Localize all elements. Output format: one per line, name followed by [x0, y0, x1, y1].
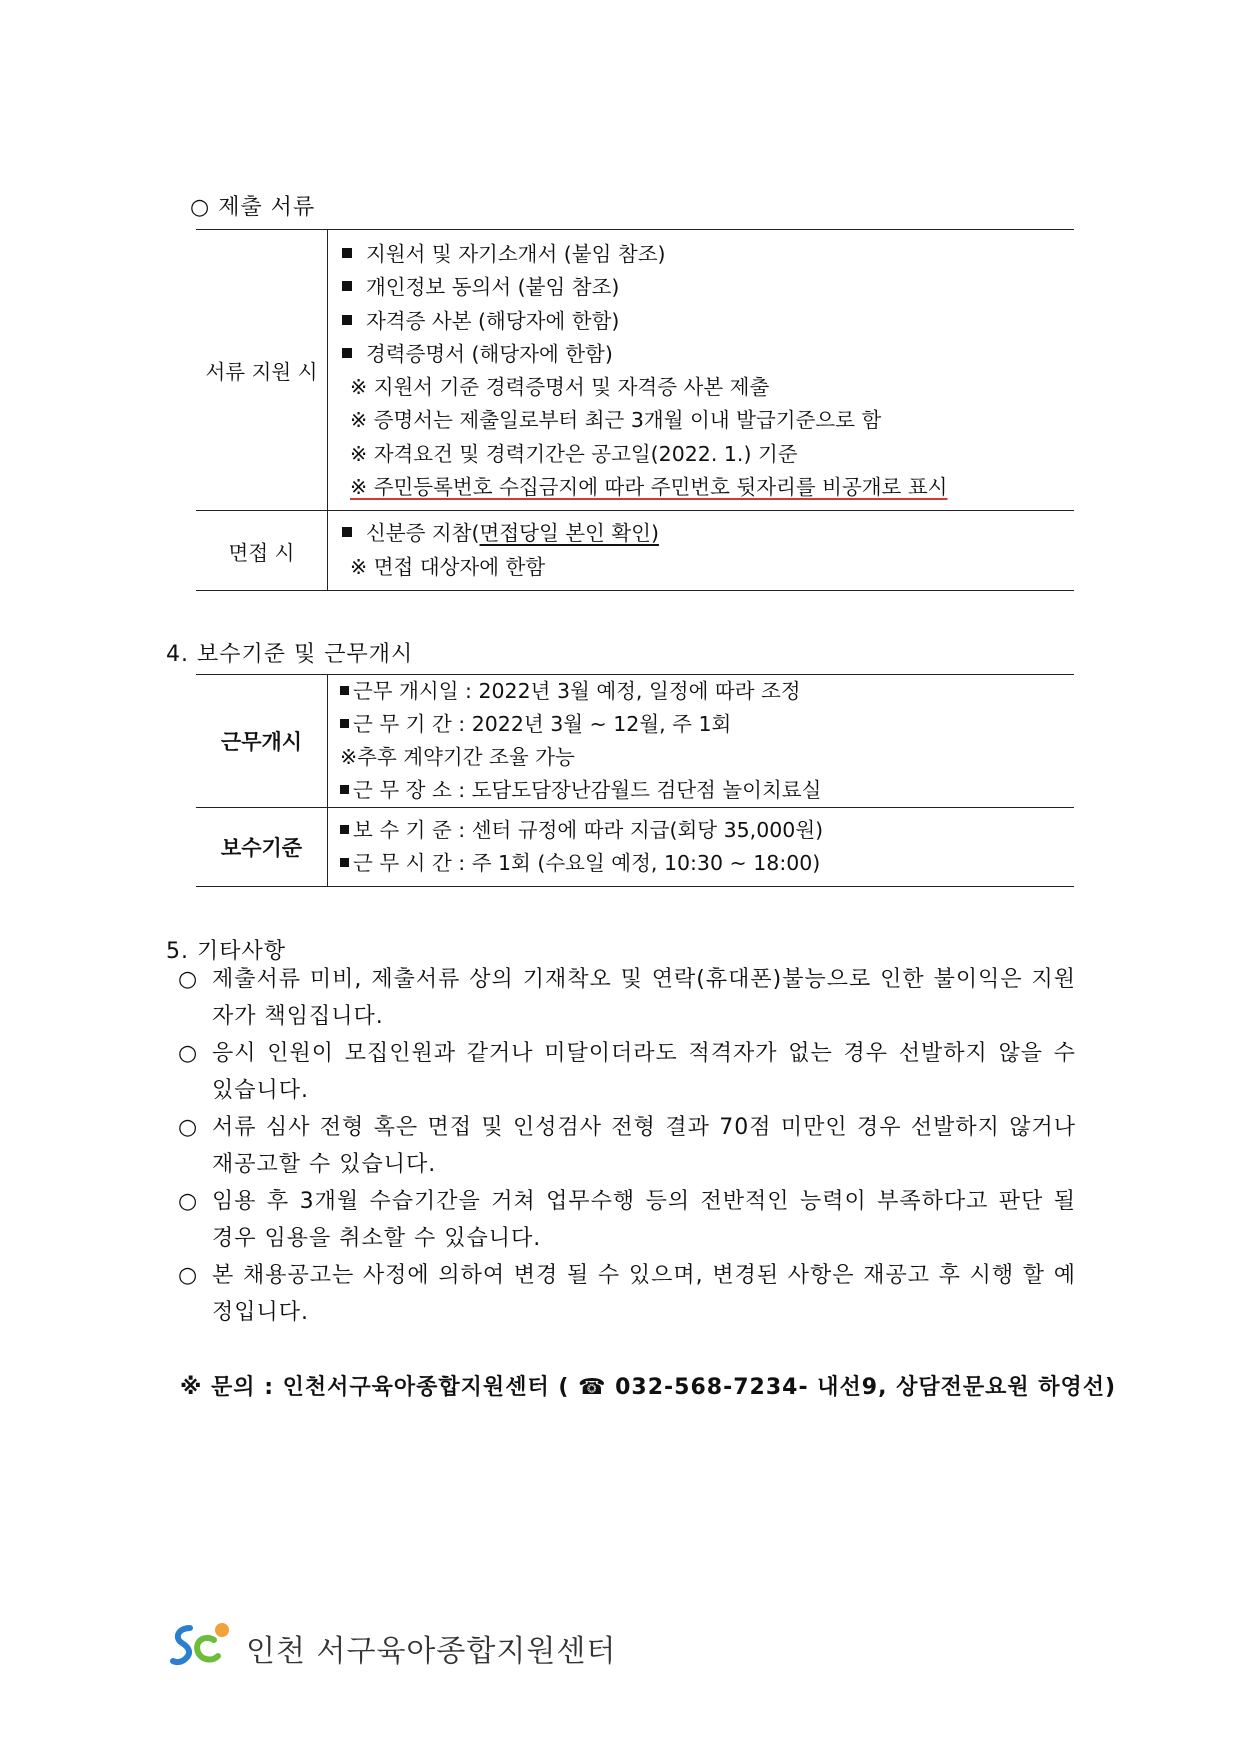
note-line: ※ 지원서 기준 경력증명서 및 자격증 사본 제출	[350, 375, 770, 400]
square-bullet-icon	[342, 248, 352, 258]
table-row	[196, 808, 1074, 887]
circle-bullet-icon: ○	[178, 1189, 199, 1214]
list-item: 자격증 사본 (해당자에 한함)	[342, 305, 1074, 338]
list-item: 신분증 지참(면접당일 본인 확인)	[342, 517, 1074, 550]
square-bullet-icon	[342, 281, 352, 291]
table-row	[196, 675, 1074, 808]
org-name: 인천 서구육아종합지원센터	[246, 1634, 617, 1669]
list-item: 근무 개시일 : 2022년 3월 예정, 일정에 따라 조정	[340, 675, 1074, 708]
list-item: ○ 제출서류 미비, 제출서류 상의 기재착오 및 연락(휴대폰)불능으로 인한 불이익은 지원자가 책임집니다.	[178, 961, 1076, 1035]
square-bullet-icon	[340, 858, 349, 867]
list-item: ○ 응시 인원이 모집인원과 같거나 미달이더라도 적격자가 없는 경우 선발하지 않을 수 있습니다.	[178, 1035, 1076, 1109]
square-bullet-icon	[342, 315, 352, 325]
row-content	[328, 808, 1075, 887]
list-item: 근 무 시 간 : 주 1회 (수요일 예정, 10:30 ~ 18:00)	[340, 847, 1074, 880]
table-row	[196, 511, 1074, 591]
list-item: 개인정보 동의서 (붙임 참조)	[342, 271, 1074, 304]
square-bullet-icon	[340, 785, 349, 794]
note-line: ※ 자격요건 및 경력기간은 공고일(2022. 1.) 기준	[350, 441, 798, 466]
circle-bullet-icon: ○	[178, 1041, 199, 1066]
row-content	[328, 230, 1075, 511]
row-label: 면접 시	[196, 511, 328, 591]
list-item: 근 무 기 간 : 2022년 3월 ~ 12월, 주 1회	[340, 708, 1074, 741]
note-line: ※ 증명서는 제출일로부터 최근 3개월 이내 발급기준으로 함	[350, 408, 882, 433]
square-bullet-icon	[342, 527, 352, 537]
square-bullet-icon	[340, 825, 349, 834]
list-item: 근 무 장 소 : 도담도담장난감월드 검단점 놀이치료실	[340, 774, 1074, 807]
list-item: ○ 서류 심사 전형 혹은 면접 및 인성검사 전형 결과 70점 미만인 경우 선발하지 않거나 재공고할 수 있습니다.	[178, 1109, 1076, 1183]
note-line-privacy: ※ 주민등록번호 수집금지에 따라 주민번호 뒷자리를 비공개로 표시	[350, 475, 948, 500]
submit-docs-table	[196, 229, 1074, 591]
list-item: ○ 본 채용공고는 사정에 의하여 변경 될 수 있으며, 변경된 사항은 재공고 후 시행 할 예정입니다.	[178, 1257, 1076, 1331]
list-item: ○ 임용 후 3개월 수습기간을 거쳐 업무수행 등의 전반적인 능력이 부족하다고 판단 될 경우 임용을 취소할 수 있습니다.	[178, 1183, 1076, 1257]
note-line: ※추후 계약기간 조율 가능	[340, 745, 575, 769]
submit-docs-heading: ○ 제출 서류	[190, 195, 316, 220]
row-label: 근무개시	[196, 675, 328, 808]
row-label: 보수기준	[196, 808, 328, 887]
section4-heading: 4. 보수기준 및 근무개시	[166, 642, 414, 667]
row-content	[328, 675, 1075, 808]
row-content	[328, 511, 1075, 591]
note-line: ※ 면접 대상자에 한함	[350, 554, 546, 579]
square-bullet-icon	[340, 686, 349, 695]
row-label: 서류 지원 시	[196, 230, 328, 511]
circle-bullet-icon: ○	[178, 967, 199, 992]
square-bullet-icon	[342, 348, 352, 358]
circle-bullet-icon: ○	[178, 1115, 199, 1140]
table-row	[196, 230, 1074, 511]
circle-bullet-icon: ○	[178, 1263, 199, 1288]
list-item: 경력증명서 (해당자에 한함)	[342, 338, 1074, 371]
list-item: 보 수 기 준 : 센터 규정에 따라 지급(회당 35,000원)	[340, 814, 1074, 847]
square-bullet-icon	[340, 719, 349, 728]
list-item: 지원서 및 자기소개서 (붙임 참조)	[342, 238, 1074, 271]
pay-table	[196, 674, 1074, 887]
section5-heading: 5. 기타사항	[166, 939, 286, 964]
contact-line: ※ 문의 : 인천서구육아종합지원센터 ( ☎ 032-568-7234- 내선9, 상담전문요원 하영선)	[180, 1375, 1117, 1400]
org-logo-icon	[170, 1620, 234, 1670]
